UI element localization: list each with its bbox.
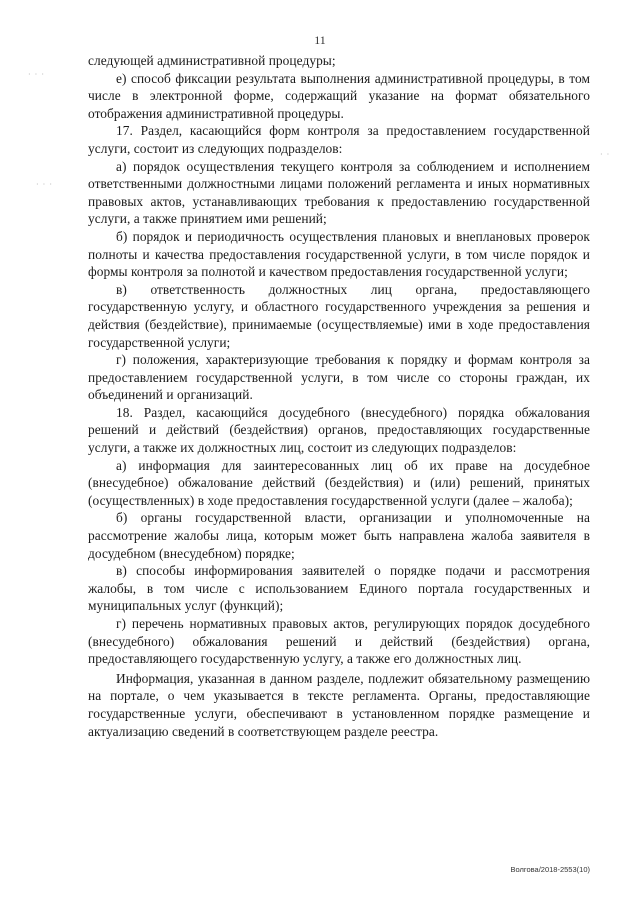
paragraph: 17. Раздел, касающийся форм контроля за предоставлением государственной услуги, состоит из следующих подразделов:: [88, 123, 590, 156]
paragraph: 18. Раздел, касающийся досудебного (внесудебного) порядка обжалования решений и действий (бездействия) органов, предоставляющих государственные услуги, а также их должностных лиц, состоит из следующих подразделов:: [88, 404, 590, 456]
paragraph: г) положения, характеризующие требования к порядку и формам контроля за предоставлением государственной услуги, в том числе со стороны граждан, их объединений и организаций.: [88, 352, 590, 403]
paragraph: в) ответственность должностных лиц органа, предоставляющего государственную услугу, и областного государственного учреждения за решения и действия (бездействие), принимаемые (осуществляемые) ими в ходе предоставления государственной услуги;: [88, 281, 590, 350]
paragraph: Информация, указанная в данном разделе, подлежит обязательному размещению на портале, о чем указывается в тексте регламента. Органы, предоставляющие государственные услуги, обеспечивают в установленном порядке размещение и актуализацию сведений в соответствующем разделе реестра.: [88, 670, 590, 739]
paragraph: б) порядок и периодичность осуществления плановых и внеплановых проверок полноты и качества предоставления государственной услуги, в том числе порядок и формы контроля за полнотой и качеством предоставления государственной услуги;: [88, 228, 590, 280]
document-body: [88, 52, 590, 740]
paragraph: е) способ фиксации результата выполнения административной процедуры, в том числе в электронной форме, содержащий указание на формат обязательного отображения административной процедуры.: [88, 70, 590, 121]
document-code: Волгова/2018-2553(10): [510, 865, 590, 874]
paragraph: а) порядок осуществления текущего контроля за соблюдением и исполнением ответственными должностными лицами положений регламента и иных нормативных правовых актов, устанавливающих требования к предоставлению государственной услуги, а также принятием ими решений;: [88, 158, 590, 227]
scan-noise: · ·: [600, 150, 611, 159]
scan-noise: · · ·: [28, 70, 45, 79]
paragraph: а) информация для заинтересованных лиц об их праве на досудебное (внесудебное) обжалование действий (бездействия) и (или) решений, принятых (осуществленных) в ходе предоставления государственной услуги (далее – жалоба);: [88, 457, 590, 508]
scan-noise: · · ·: [36, 180, 53, 189]
paragraph: г) перечень нормативных правовых актов, регулирующих порядок досудебного (внесудебного) обжалования решений и действий (бездействия) органа, предоставляющего государственную услугу, а также его должностных лиц.: [88, 616, 590, 667]
paragraph: в) способы информирования заявителей о порядке подачи и рассмотрения жалобы, в том числе с использованием Единого портала государственных и муниципальных услуг (функций);: [88, 563, 590, 614]
paragraph: б) органы государственной власти, организации и уполномоченные на рассмотрение жалобы лица, которым может быть направлена жалоба заявителя в досудебном (внесудебном) порядке;: [88, 510, 590, 561]
page-number: 11: [314, 33, 326, 47]
paragraph: следующей административной процедуры;: [88, 53, 336, 68]
